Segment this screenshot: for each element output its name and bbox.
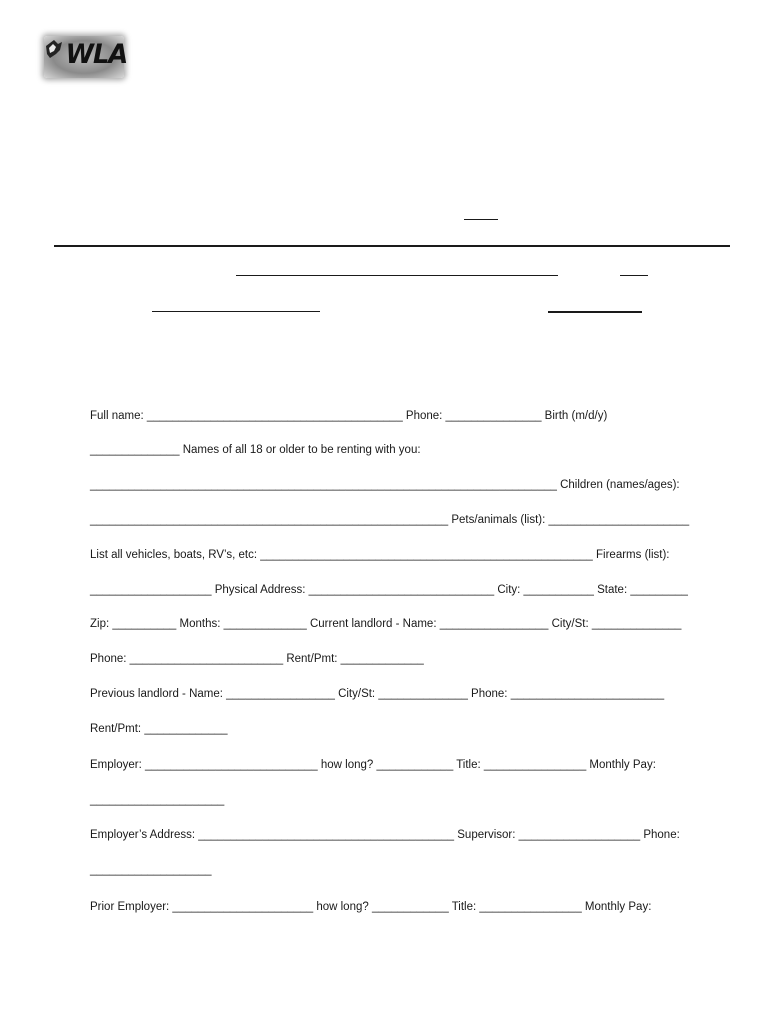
form-row-full-name[interactable]: Full name: ________________________________________ Phone: _______________ Birth (m/d/y) [90, 410, 608, 422]
form-row-pets[interactable]: ________________________________________________________ Pets/animals (list): ______________________ [90, 514, 690, 526]
form-row-previous-rent[interactable]: Rent/Pmt: _____________ [90, 723, 228, 735]
form-row-employer-address[interactable]: Employer’s Address: ________________________________________ Supervisor: ___________________ Phone: [90, 829, 680, 841]
header-blank-line [620, 275, 648, 276]
form-row-employer[interactable]: Employer: ___________________________ how long? ____________ Title: ________________ Monthly Pay: [90, 759, 656, 771]
form-row-current-landlord-phone[interactable]: Phone: ________________________ Rent/Pmt: _____________ [90, 653, 424, 665]
form-row-current-landlord[interactable]: Zip: __________ Months: _____________ Current landlord - Name: _________________ City/St: ______________ [90, 618, 682, 630]
wla-logo [44, 36, 128, 78]
header-blank-line [464, 219, 498, 220]
header-blank-line [236, 275, 558, 276]
form-row-previous-landlord[interactable]: Previous landlord - Name: _________________ City/St: ______________ Phone: ________________________ [90, 688, 665, 700]
header-blank-line [152, 311, 320, 312]
form-row-children[interactable]: _________________________________________________________________________ Children (names/ages): [90, 479, 680, 491]
form-row-employer-pay[interactable]: _____________________ [90, 794, 225, 806]
form-row-prior-employer[interactable]: Prior Employer: ______________________ how long? ____________ Title: ________________ Monthly Pay: [90, 901, 652, 913]
form-row-employer-phone[interactable]: ___________________ [90, 864, 212, 876]
form-row-occupants[interactable]: ______________ Names of all 18 or older to be renting with you: [90, 444, 421, 456]
header-divider [54, 245, 730, 247]
header-blank-line [548, 311, 642, 313]
logo-text: WLA [65, 39, 128, 70]
form-row-vehicles[interactable]: List all vehicles, boats, RV’s, etc: ____________________________________________________ Firearms (list): [90, 549, 670, 561]
form-row-physical-address[interactable]: ___________________ Physical Address: _____________________________ City: ___________ State: _________ [90, 584, 688, 596]
